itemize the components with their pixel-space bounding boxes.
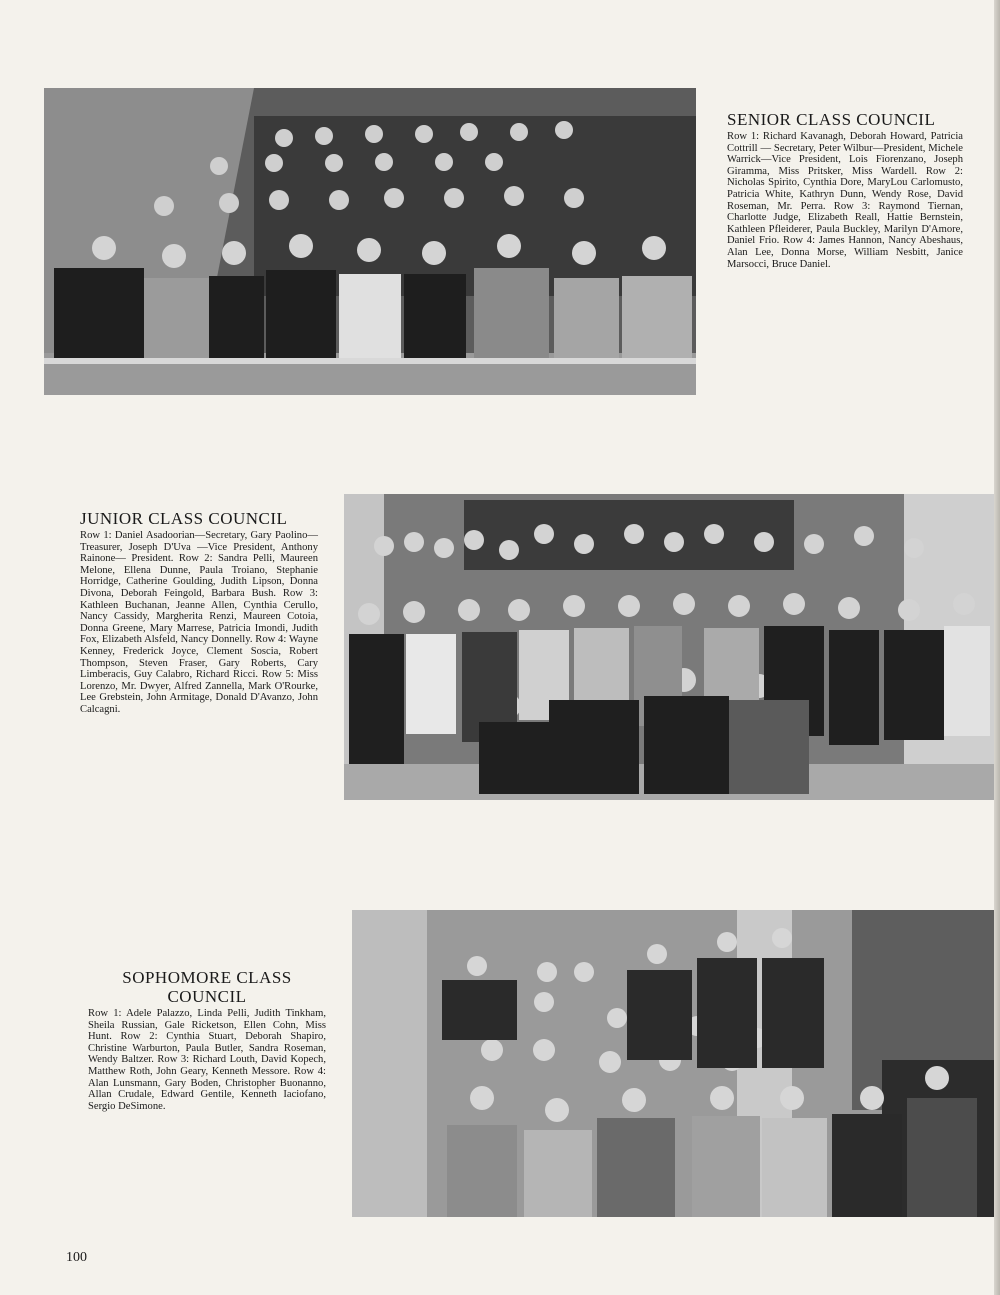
sophomore-caption xyxy=(88,968,326,1112)
senior-heading: SENIOR CLASS COUNCIL xyxy=(727,110,936,129)
senior-caption-text: Row 1: Richard Kavanagh, Deborah Howard, Patricia Cottrill — Secretary, Peter Wilbur—President, Michele Warrick—Vice President, Lois Fiorenzano, Joseph Giramma, Miss Pritsker, Miss Wardell. Row 2: Nicholas Spirito, Cynthia Dore, MaryLou Carlomusto, Patricia White, Kathryn Dunn, Wendy Rose, David Roseman, Mr. Perra. Row 3: Raymond Tiernan, Charlotte Judge, Elizabeth Reall, Hattie Bernstein, Kathleen Pfleiderer, Paula Buckley, Marilyn D'Amore, Daniel Frio. Row 4: James Hannon, Nancy Abeshaus, Alan Lee, Donna Morse, William Nesbitt, Janice Marsocci, Bruce Daniel. xyxy=(727,131,963,270)
junior-heading: JUNIOR CLASS COUNCIL xyxy=(80,509,288,528)
junior-caption xyxy=(80,509,318,716)
sophomore-heading: SOPHOMORE CLASS COUNCIL xyxy=(122,968,292,1006)
page-number: 100 xyxy=(66,1250,87,1265)
sophomore-class-photo xyxy=(352,910,994,1217)
page-edge-shadow xyxy=(994,0,1000,1295)
sophomore-caption-text: Row 1: Adele Palazzo, Linda Pelli, Judith Tinkham, Sheila Russian, Gale Ricketson, Ellen Cohn, Miss Hunt. Row 2: Cynthia Stuart, Deborah Shapiro, Christine Warburton, Paula Butler, Sandra Roseman, Wendy Baltzer. Row 3: Richard Louth, David Kopech, Matthew Roth, John Geary, Kenneth Messore. Row 4: Alan Lunsmann, Gary Boden, Christopher Buonanno, Allan Crudale, Edward Gentile, Kenneth Iaciofano, Sergio DeSimone. xyxy=(88,1008,326,1112)
senior-caption xyxy=(727,110,963,270)
junior-caption-text: Row 1: Daniel Asadoorian—Secretary, Gary Paolino—Treasurer, Joseph D'Uva —Vice President, Anthony Rainone— President. Row 2: Sandra Pelli, Maureen Melone, Ellena Dunne, Paula Troiano, Stephanie Horridge, Catherine Goulding, Judith Lipson, Donna Divona, Deborah Feingold, Barbara Bush. Row 3: Kathleen Buchanan, Jeanne Allen, Cynthia Cerullo, Nancy Cassidy, Margherita Renzi, Maureen Cotoia, Donna Greene, Mary Marrese, Patricia Imondi, Judith Fox, Elizabeth Alsfeld, Nancy Donnelly. Row 4: Wayne Kenney, Frederick Joyce, Clement Soscia, Robert Thompson, Steven Fraser, Gary Roberts, Cary Limberacis, Guy Calabro, Richard Ricci. Row 5: Miss Lorenzo, Mr. Dwyer, Alfred Zannella, Mark O'Rourke, Lee Grebstein, John Armitage, Donald D'Avanzo, John Calcagni. xyxy=(80,530,318,715)
senior-class-photo xyxy=(44,88,696,395)
junior-class-photo xyxy=(344,494,994,800)
